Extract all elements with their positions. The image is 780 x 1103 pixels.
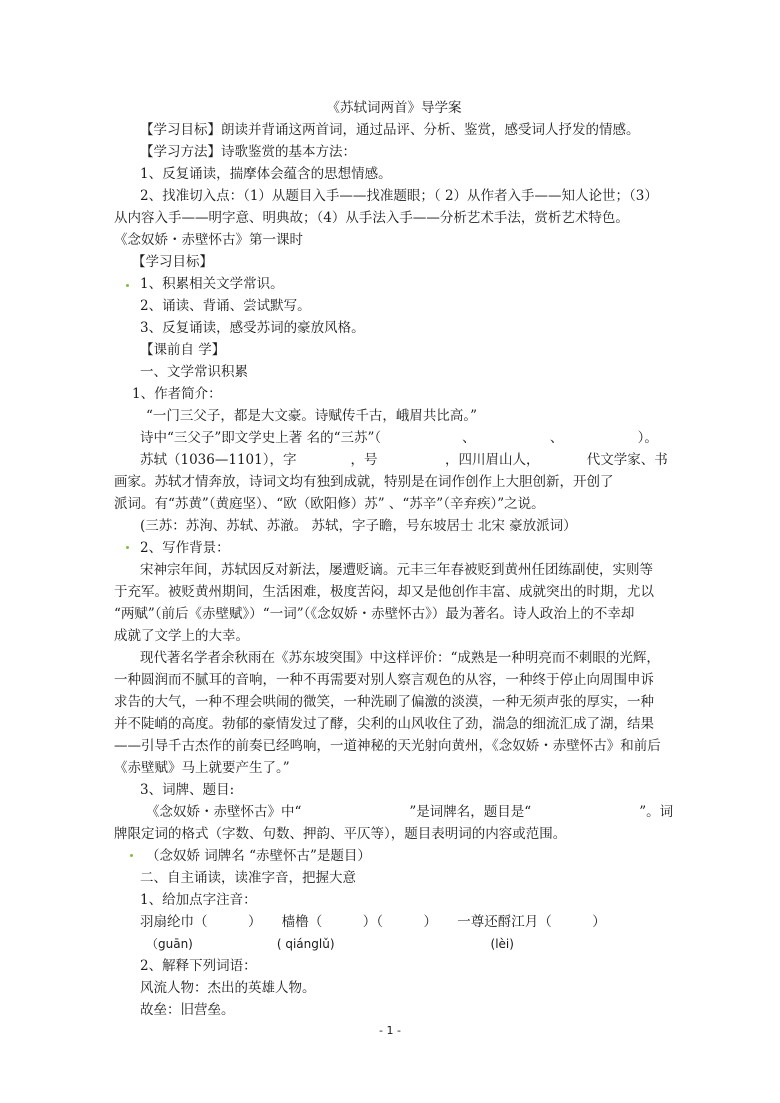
text-line: 2、诵读、背诵、尝试默写。 [140, 298, 311, 314]
text-line: 【学习目标】朗读并背诵这两首词，通过品评、分析、鉴赏，感受词人抒发的情感。 [140, 122, 640, 138]
text-line: 2、写作背景： [140, 540, 230, 556]
text-line: 故垒：旧营垒。 [140, 1002, 235, 1018]
text-line: （念奴娇 词牌名 “赤壁怀古”是题目） [146, 848, 371, 864]
text-line: 《念奴娇・赤壁怀古》中“ ”是词牌名，题目是“ ”。词 [146, 804, 674, 820]
text-line: 牌限定词的格式（字数、句数、押韵、平仄等），题目表明词的内容或范围。 [114, 826, 567, 842]
text-line: 并不陡峭的高度。勃郁的豪情发过了酵，尖利的山风收住了劲，湍急的细流汇成了湖，结果 [114, 716, 654, 732]
text-line: 《赤壁赋》马上就要产生了。” [114, 760, 290, 776]
text-line: 1、积累相关文学常识。 [140, 276, 284, 292]
text-line: 苏轼（1036—1101），字 ，号 ，四川眉山人， 代文学家、书 [140, 452, 668, 468]
text-line: (三苏：苏洵、苏轼、苏澈。 苏轼，字子瞻，号东坡居士 北宋 豪放派词） [140, 518, 577, 534]
text-line: 成就了文学上的大幸。 [114, 628, 249, 644]
text-line: 1、给加点字注音： [140, 892, 257, 908]
text-line: 宋神宗年间，苏轼因反对新法，屡遭贬谪。元丰三年春被贬到黄州任团练副使，实则等 [140, 562, 653, 578]
text-line: 于充军。被贬黄州期间，生活困难，极度苦闷，却又是他创作丰富、成就突出的时期，尤以 [114, 584, 654, 600]
text-line: 求告的大气，一种不理会哄闹的微笑，一种洗刷了偏激的淡漠，一种无须声张的厚实，一种 [114, 694, 654, 710]
text-line: 羽扇纶巾（ ） 樯橹（ ）（ ） 一尊还酹江月（ ） [140, 914, 606, 930]
marker-dot [130, 854, 133, 857]
text-line: 画家。苏轼才情奔放，诗词文均有独到成就，特别是在词作创作上大胆创新，开创了 [114, 474, 614, 490]
text-line: 一种圆润而不腻耳的音响，一种不再需要对别人察言观色的从容，一种终于停止向周围申诉 [114, 672, 654, 688]
text-line: 【学习目标】 [132, 254, 213, 270]
text-line: 风流人物：杰出的英雄人物。 [140, 980, 316, 996]
page-number: - 1 - [379, 1024, 401, 1037]
text-line: 1、反复诵读，揣摩体会蕴含的思想情感。 [140, 166, 392, 182]
text-line: 【学习方法】诗歌鉴赏的基本方法： [140, 144, 356, 160]
text-line: 2、解释下列词语： [140, 958, 257, 974]
text-line: 3、反复诵读，感受苏词的豪放风格。 [140, 320, 365, 336]
quote-line: “一门三父子，都是大文豪。诗赋传千古，峨眉共比高。” [146, 408, 478, 424]
section-heading: 《念奴娇・赤壁怀古》第一课时 [114, 232, 303, 248]
text-line: ——引导千古杰作的前奏已经鸣响，一道神秘的天光射向黄州，《念奴娇・赤壁怀古》和前后 [114, 738, 661, 754]
text-line: 【课前自 学】 [140, 342, 226, 358]
page-title: 《苏轼词两首》导学案 [326, 100, 462, 116]
text-line: 二、自主诵读，读准字音，把握大意 [140, 870, 356, 886]
text-line: 现代著名学者余秋雨在《苏东坡突围》中这样评价：“成熟是一种明亮而不刺眼的光辉， [140, 650, 660, 666]
text-line: 派词。有“苏黄”（黄庭坚）、“欧（欧阳修）苏” 、“苏辛”（辛弃疾）”之说。 [114, 496, 545, 512]
pinyin-line: （guān) ( qiánglǔ) (lèi) [146, 937, 514, 951]
marker-dot [126, 284, 129, 287]
text-line: 2、找准切入点：（1）从题目入手——找准题眼；（ 2）从作者入手——知人论世；（3） [140, 188, 658, 204]
text-line: “两赋”（前后《赤壁赋》）“一词”（《念奴娇・赤壁怀古》）最为著名。诗人政治上的不幸却 [114, 606, 635, 622]
text-line: 一、文学常识积累 [140, 364, 248, 380]
text-line: 1、作者简介： [132, 386, 222, 402]
text-line: 3、词牌、题目: [140, 782, 235, 798]
text-line: 从内容入手——明字意、明典故；（4）从手法入手——分析艺术手法，赏析艺术特色。 [114, 210, 629, 226]
text-line: 诗中“三父子”即文学史上著 名的“三苏”（ 、 、 ）。 [140, 430, 658, 446]
marker-dot [126, 546, 129, 549]
